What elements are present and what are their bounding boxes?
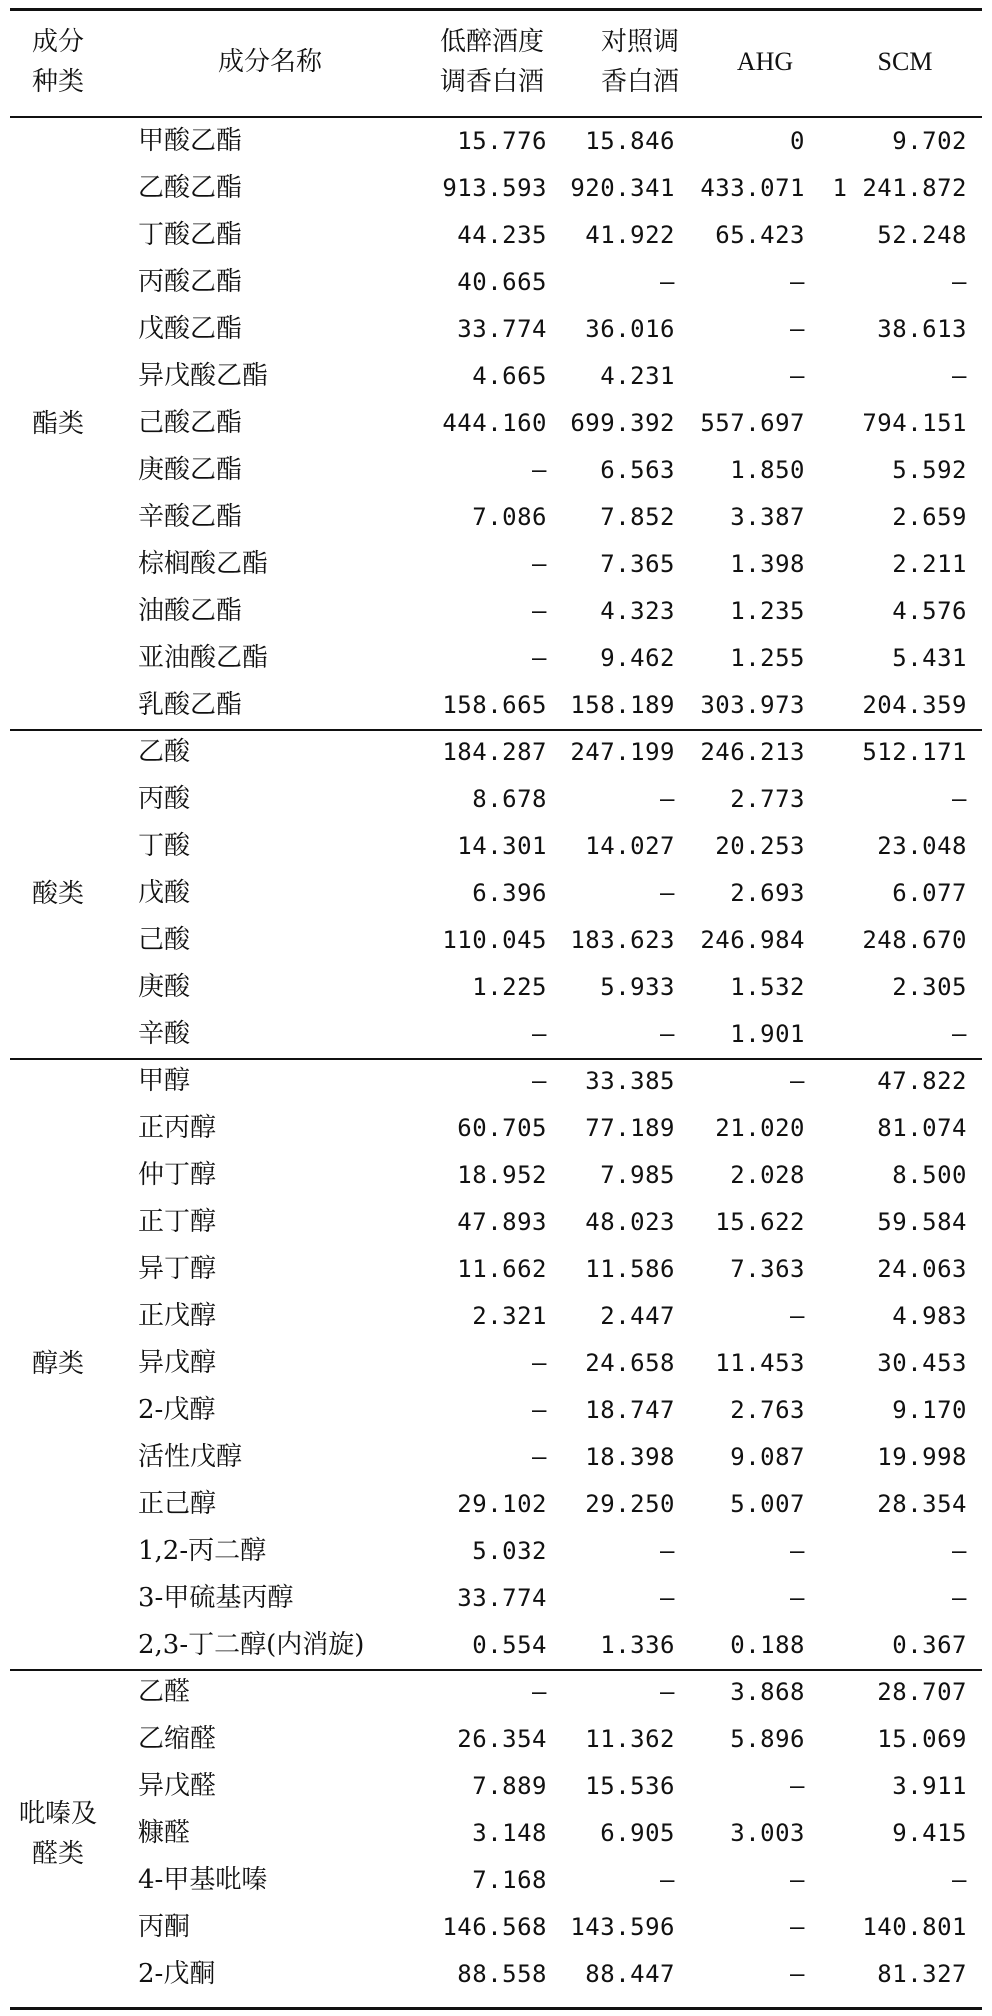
value-cell-col1: 2.321: [472, 1302, 547, 1330]
value-cell-col3: 557.697: [700, 409, 805, 437]
value-cell-col4: 81.074: [877, 1114, 967, 1142]
table-row: [10, 823, 982, 870]
value-cell-col1: —: [532, 550, 547, 578]
value-cell-col1: —: [532, 456, 547, 484]
value-cell-col3: 1.901: [730, 1020, 805, 1048]
value-cell-col1: 0.554: [472, 1631, 547, 1659]
table-row: [10, 1105, 982, 1152]
value-cell-col3: 3.868: [730, 1678, 805, 1706]
value-cell-col4: 248.670: [862, 926, 967, 954]
value-cell-col1: 6.396: [472, 879, 547, 907]
value-cell-col3: 15.622: [715, 1208, 805, 1236]
value-cell-col4: 2.211: [892, 550, 967, 578]
value-cell-col1: 14.301: [457, 832, 547, 860]
component-name: 乙酸乙酯: [138, 173, 243, 203]
value-cell-col2: —: [660, 1584, 675, 1612]
value-cell-col3: —: [790, 1537, 805, 1565]
value-cell-col2: 247.199: [570, 738, 675, 766]
value-cell-col4: 5.431: [892, 644, 967, 672]
table-row: [10, 917, 982, 964]
value-cell-col3: —: [790, 1302, 805, 1330]
component-name: 戊酸乙酯: [138, 314, 243, 344]
value-cell-col2: 158.189: [570, 691, 675, 719]
value-cell-col3: 1.398: [730, 550, 805, 578]
value-cell-col2: —: [660, 879, 675, 907]
component-name: 2,3-丁二醇(内消旋): [138, 1630, 365, 1660]
value-cell-col4: —: [952, 268, 967, 296]
value-cell-col4: 2.659: [892, 503, 967, 531]
value-cell-col3: —: [790, 362, 805, 390]
value-cell-col4: —: [952, 785, 967, 813]
value-cell-col2: 36.016: [585, 315, 675, 343]
value-cell-col2: 6.563: [600, 456, 675, 484]
value-cell-col3: 246.213: [700, 738, 805, 766]
value-cell-col3: —: [790, 1913, 805, 1941]
value-cell-col4: 52.248: [877, 221, 967, 249]
value-cell-col4: 47.822: [877, 1067, 967, 1095]
category-label: 酯类: [31, 409, 84, 439]
value-cell-col2: 15.536: [585, 1772, 675, 1800]
component-name: 丙酮: [138, 1912, 191, 1942]
value-cell-col4: 2.305: [892, 973, 967, 1001]
table-row: [10, 1669, 982, 1716]
value-cell-col4: 140.801: [862, 1913, 967, 1941]
category-label: 醇类: [31, 1349, 84, 1379]
value-cell-col4: 3.911: [892, 1772, 967, 1800]
table-row: [10, 588, 982, 635]
value-cell-col2: 11.586: [585, 1255, 675, 1283]
value-cell-col4: 794.151: [862, 409, 967, 437]
value-cell-col1: —: [532, 1396, 547, 1424]
component-name: 乙醛: [138, 1677, 191, 1707]
component-name: 丁酸: [138, 831, 191, 861]
table-row: [10, 259, 982, 306]
value-cell-col2: —: [660, 268, 675, 296]
table-row: [10, 1951, 982, 1998]
component-name: 乙缩醛: [138, 1724, 217, 1754]
value-cell-col1: 26.354: [457, 1725, 547, 1753]
value-cell-col3: 303.973: [700, 691, 805, 719]
value-cell-col2: 5.933: [600, 973, 675, 1001]
value-cell-col3: 11.453: [715, 1349, 805, 1377]
value-cell-col4: 15.069: [877, 1725, 967, 1753]
component-name: 正丁醇: [138, 1207, 217, 1237]
component-name: 己酸: [138, 925, 191, 955]
value-cell-col1: —: [532, 1067, 547, 1095]
value-cell-col1: 1.225: [472, 973, 547, 1001]
value-cell-col3: —: [790, 1584, 805, 1612]
value-cell-col2: —: [660, 1537, 675, 1565]
component-name: 活性戊醇: [138, 1442, 243, 1472]
header-col4: SCM: [877, 47, 933, 76]
component-name: 正戊醇: [138, 1301, 217, 1331]
value-cell-col4: 4.576: [892, 597, 967, 625]
value-cell-col3: 246.984: [700, 926, 805, 954]
header-col1: 低醉酒度 调香白酒: [439, 27, 544, 97]
value-cell-col2: 6.905: [600, 1819, 675, 1847]
value-cell-col4: 204.359: [862, 691, 967, 719]
value-cell-col3: 7.363: [730, 1255, 805, 1283]
table-row: [10, 1904, 982, 1951]
value-cell-col2: 41.922: [585, 221, 675, 249]
value-cell-col1: 146.568: [442, 1913, 547, 1941]
value-cell-col3: —: [790, 315, 805, 343]
top-rule: [10, 8, 982, 11]
value-cell-col1: —: [532, 644, 547, 672]
value-cell-col2: 4.323: [600, 597, 675, 625]
table-row: [10, 1246, 982, 1293]
value-cell-col4: 9.415: [892, 1819, 967, 1847]
table-row: [10, 1575, 982, 1622]
table-row: [10, 729, 982, 776]
value-cell-col3: 0.188: [730, 1631, 805, 1659]
value-cell-col3: 2.028: [730, 1161, 805, 1189]
table-row: [10, 776, 982, 823]
value-cell-col2: 7.852: [600, 503, 675, 531]
component-name: 2-戊醇: [138, 1395, 216, 1425]
value-cell-col4: 8.500: [892, 1161, 967, 1189]
component-name: 丙酸乙酯: [138, 267, 243, 297]
table-row: [10, 1199, 982, 1246]
value-cell-col3: 1.532: [730, 973, 805, 1001]
component-name: 戊酸: [138, 878, 191, 908]
header-col2: 对照调 香白酒: [600, 27, 679, 97]
value-cell-col2: 24.658: [585, 1349, 675, 1377]
header-category: 成分 种类: [31, 27, 84, 97]
value-cell-col1: 7.889: [472, 1772, 547, 1800]
value-cell-col1: —: [532, 1443, 547, 1471]
value-cell-col1: 88.558: [457, 1960, 547, 1988]
component-name: 亚油酸乙酯: [138, 643, 269, 673]
value-cell-col1: 5.032: [472, 1537, 547, 1565]
value-cell-col3: 433.071: [700, 174, 805, 202]
component-name: 甲酸乙酯: [138, 126, 243, 156]
value-cell-col2: 143.596: [570, 1913, 675, 1941]
component-name: 庚酸: [138, 972, 191, 1002]
value-cell-col1: 29.102: [457, 1490, 547, 1518]
value-cell-col4: 59.584: [877, 1208, 967, 1236]
header-name: 成分名称: [217, 47, 322, 77]
value-cell-col3: —: [790, 1960, 805, 1988]
component-name: 仲丁醇: [138, 1160, 217, 1190]
table-row: [10, 447, 982, 494]
value-cell-col1: 913.593: [442, 174, 547, 202]
value-cell-col4: —: [952, 1866, 967, 1894]
value-cell-col1: 18.952: [457, 1161, 547, 1189]
value-cell-col2: 11.362: [585, 1725, 675, 1753]
table-row: [10, 1622, 982, 1669]
value-cell-col3: 5.007: [730, 1490, 805, 1518]
value-cell-col1: 444.160: [442, 409, 547, 437]
value-cell-col3: 1.255: [730, 644, 805, 672]
table-row: [10, 1434, 982, 1481]
component-name: 油酸乙酯: [138, 596, 243, 626]
value-cell-col4: —: [952, 362, 967, 390]
value-cell-col3: 0: [790, 127, 805, 155]
table-row: [10, 400, 982, 447]
component-name: 己酸乙酯: [138, 408, 243, 438]
component-name: 乙酸: [138, 737, 191, 767]
component-name: 1,2-丙二醇: [138, 1536, 267, 1566]
component-name: 正丙醇: [138, 1113, 217, 1143]
table-row: [10, 682, 982, 729]
table-row: [10, 118, 982, 165]
value-cell-col4: 23.048: [877, 832, 967, 860]
table-row: [10, 1293, 982, 1340]
header-col3: AHG: [736, 47, 794, 76]
value-cell-col1: 8.678: [472, 785, 547, 813]
value-cell-col3: 3.387: [730, 503, 805, 531]
value-cell-col4: 9.702: [892, 127, 967, 155]
value-cell-col2: 699.392: [570, 409, 675, 437]
value-cell-col4: 6.077: [892, 879, 967, 907]
component-name: 4-甲基吡嗪: [138, 1865, 268, 1895]
table-row: [10, 1528, 982, 1575]
value-cell-col2: 1.336: [600, 1631, 675, 1659]
value-cell-col3: 9.087: [730, 1443, 805, 1471]
table-row: [10, 1716, 982, 1763]
value-cell-col4: 24.063: [877, 1255, 967, 1283]
value-cell-col3: —: [790, 1067, 805, 1095]
value-cell-col2: 7.365: [600, 550, 675, 578]
value-cell-col4: 0.367: [892, 1631, 967, 1659]
category-label: 吡嗪及 醛类: [18, 1799, 97, 1869]
value-cell-col1: 47.893: [457, 1208, 547, 1236]
value-cell-col2: 920.341: [570, 174, 675, 202]
value-cell-col3: 2.773: [730, 785, 805, 813]
value-cell-col1: 4.665: [472, 362, 547, 390]
component-name: 异丁醇: [138, 1254, 217, 1284]
value-cell-col1: 40.665: [457, 268, 547, 296]
value-cell-col2: —: [660, 785, 675, 813]
value-cell-col2: 33.385: [585, 1067, 675, 1095]
component-name: 丁酸乙酯: [138, 220, 243, 250]
table-row: [10, 964, 982, 1011]
value-cell-col1: 158.665: [442, 691, 547, 719]
value-cell-col2: 15.846: [585, 127, 675, 155]
value-cell-col1: —: [532, 1349, 547, 1377]
table-row: [10, 165, 982, 212]
table-row: [10, 1058, 982, 1105]
category-label: 酸类: [31, 879, 84, 909]
value-cell-col2: 29.250: [585, 1490, 675, 1518]
value-cell-col1: —: [532, 1678, 547, 1706]
value-cell-col4: —: [952, 1584, 967, 1612]
value-cell-col2: 77.189: [585, 1114, 675, 1142]
bottom-rule: [10, 2007, 982, 2010]
value-cell-col3: 3.003: [730, 1819, 805, 1847]
value-cell-col4: —: [952, 1020, 967, 1048]
value-cell-col4: 4.983: [892, 1302, 967, 1330]
value-cell-col3: 21.020: [715, 1114, 805, 1142]
value-cell-col1: 110.045: [442, 926, 547, 954]
value-cell-col1: —: [532, 597, 547, 625]
table-row: [10, 1340, 982, 1387]
component-name: 庚酸乙酯: [138, 455, 243, 485]
value-cell-col4: 81.327: [877, 1960, 967, 1988]
value-cell-col1: 3.148: [472, 1819, 547, 1847]
value-cell-col1: 33.774: [457, 315, 547, 343]
value-cell-col2: —: [660, 1678, 675, 1706]
table-row: [10, 212, 982, 259]
value-cell-col3: 20.253: [715, 832, 805, 860]
component-name: 辛酸乙酯: [138, 502, 243, 532]
table-row: [10, 1387, 982, 1434]
table-row: [10, 353, 982, 400]
value-cell-col1: 11.662: [457, 1255, 547, 1283]
value-cell-col3: —: [790, 1772, 805, 1800]
value-cell-col2: 2.447: [600, 1302, 675, 1330]
table-row: [10, 1152, 982, 1199]
value-cell-col4: —: [952, 1537, 967, 1565]
value-cell-col3: 1.235: [730, 597, 805, 625]
table-row: [10, 541, 982, 588]
value-cell-col1: 7.086: [472, 503, 547, 531]
value-cell-col1: 184.287: [442, 738, 547, 766]
table-row: [10, 1763, 982, 1810]
component-name: 异戊醛: [138, 1771, 217, 1801]
value-cell-col4: 5.592: [892, 456, 967, 484]
value-cell-col1: 15.776: [457, 127, 547, 155]
value-cell-col4: 38.613: [877, 315, 967, 343]
value-cell-col2: 18.747: [585, 1396, 675, 1424]
value-cell-col3: 1.850: [730, 456, 805, 484]
value-cell-col3: 65.423: [715, 221, 805, 249]
value-cell-col2: —: [660, 1020, 675, 1048]
value-cell-col2: 7.985: [600, 1161, 675, 1189]
value-cell-col1: 60.705: [457, 1114, 547, 1142]
component-name: 异戊醇: [138, 1348, 217, 1378]
value-cell-col4: 30.453: [877, 1349, 967, 1377]
value-cell-col4: 28.707: [877, 1678, 967, 1706]
table-row: [10, 1481, 982, 1528]
table-row: [10, 1011, 982, 1058]
value-cell-col2: 4.231: [600, 362, 675, 390]
table-row: [10, 870, 982, 917]
component-name: 异戊酸乙酯: [138, 361, 269, 391]
table-row: [10, 1857, 982, 1904]
table-row: [10, 306, 982, 353]
value-cell-col4: 19.998: [877, 1443, 967, 1471]
value-cell-col2: 48.023: [585, 1208, 675, 1236]
value-cell-col2: 183.623: [570, 926, 675, 954]
component-name: 辛酸: [138, 1019, 191, 1049]
value-cell-col4: 512.171: [862, 738, 967, 766]
value-cell-col3: 2.763: [730, 1396, 805, 1424]
value-cell-col4: 9.170: [892, 1396, 967, 1424]
component-name: 棕榈酸乙酯: [138, 549, 269, 579]
value-cell-col2: —: [660, 1866, 675, 1894]
value-cell-col3: 5.896: [730, 1725, 805, 1753]
value-cell-col3: —: [790, 268, 805, 296]
component-name: 糠醛: [138, 1818, 191, 1848]
value-cell-col3: 2.693: [730, 879, 805, 907]
component-name: 丙酸: [138, 784, 191, 814]
component-name: 甲醇: [138, 1066, 191, 1096]
table-row: [10, 1810, 982, 1857]
value-cell-col1: 7.168: [472, 1866, 547, 1894]
value-cell-col1: —: [532, 1020, 547, 1048]
table-row: [10, 635, 982, 682]
value-cell-col4: 1 241.872: [832, 174, 967, 202]
table-row: [10, 494, 982, 541]
value-cell-col3: —: [790, 1866, 805, 1894]
component-name: 乳酸乙酯: [138, 690, 243, 720]
component-name: 正己醇: [138, 1489, 217, 1519]
component-name: 3-甲硫基丙醇: [138, 1583, 294, 1613]
value-cell-col2: 9.462: [600, 644, 675, 672]
value-cell-col1: 33.774: [457, 1584, 547, 1612]
value-cell-col1: 44.235: [457, 221, 547, 249]
value-cell-col2: 88.447: [585, 1960, 675, 1988]
value-cell-col2: 14.027: [585, 832, 675, 860]
component-name: 2-戊酮: [138, 1959, 216, 1989]
value-cell-col4: 28.354: [877, 1490, 967, 1518]
value-cell-col2: 18.398: [585, 1443, 675, 1471]
